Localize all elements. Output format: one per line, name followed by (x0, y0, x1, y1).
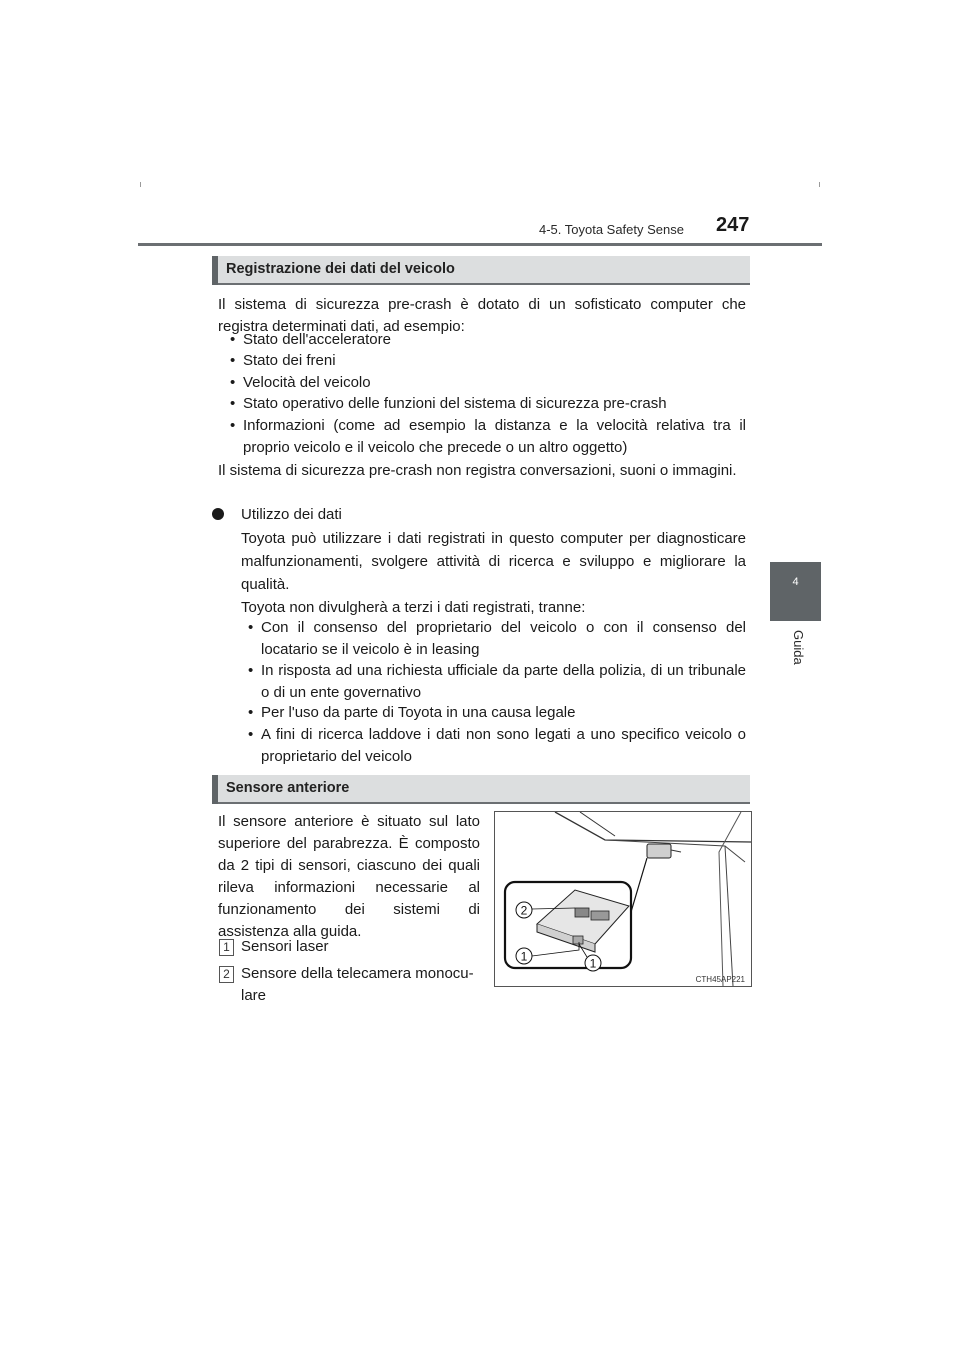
section-heading-bar (212, 256, 218, 285)
bullet-dot: • (248, 704, 254, 721)
use-paragraph: Toyota può utilizzare i dati registrati in questo computer per diagnosticare malfunzionamenti, svolgere attività di ricerca e sviluppo e migliorare la qualità. (241, 530, 746, 593)
list-item (230, 415, 746, 459)
list-item-text: Stato operativo delle funzioni del sistema di sicurezza pre-crash (243, 395, 667, 412)
page-number: 247 (716, 214, 750, 236)
callout-leader (631, 858, 647, 912)
list-item (248, 617, 746, 661)
section-heading-bar (212, 775, 218, 804)
intro-paragraph: Il sistema di sicurezza pre-crash è dotato di un sofisticato computer che registra determinati dati, ad esempio: (218, 296, 746, 335)
list-item-text: Stato dei freni (243, 352, 336, 369)
windshield-edge (555, 812, 751, 842)
callout-number: 2 (520, 903, 528, 918)
bullet-dot: • (230, 352, 236, 369)
callout-number: 1 (589, 956, 597, 971)
sensor-diagram-svg (495, 812, 751, 986)
chapter-tab (770, 562, 821, 621)
callout-number: 1 (520, 949, 528, 964)
legend-label: Sensore della telecamera monocu-lare (241, 965, 474, 1004)
pillar-line (725, 846, 733, 986)
crop-mark-right (819, 182, 820, 187)
no-record-paragraph: Il sistema di sicurezza pre-crash non registra conversazioni, suoni o immagini. (218, 462, 737, 479)
list-item (248, 702, 746, 724)
section-heading-text: Registrazione dei dati del veicolo (226, 261, 455, 277)
a-pillar (719, 812, 741, 986)
disclose-intro: Toyota non divulgherà a terzi i dati registrati, tranne: (241, 599, 586, 616)
chapter-number: 4 (792, 576, 799, 588)
bullet-dot: • (230, 331, 236, 348)
bullet-dot: • (248, 662, 254, 679)
figure-code: CTH45AP221 (695, 975, 745, 984)
list-item-text: Con il consenso del proprietario del veicolo o con il consenso del locatario se il veicolo è in leasing (261, 619, 746, 658)
section-heading-text: Sensore anteriore (226, 780, 350, 796)
front-sensor-illustration (494, 811, 752, 987)
bullet-dot: • (230, 417, 236, 434)
list-item (248, 724, 746, 768)
list-item (230, 329, 746, 351)
bullet-circle-icon (212, 508, 224, 520)
crop-mark-left (140, 182, 141, 187)
running-header-section: 4-5. Toyota Safety Sense (538, 222, 684, 237)
list-item (230, 372, 746, 394)
legend-number-box: 1 (219, 939, 234, 956)
laser-sensor (573, 936, 583, 944)
list-item (248, 660, 746, 704)
list-item-text: Informazioni (come ad esempio la distanza e la velocità relativa tra il proprio veicolo e il veicolo che precede o un altro oggetto) (243, 417, 746, 456)
list-item (230, 350, 746, 372)
list-item-text: A fini di ricerca laddove i dati non sono legati a uno specifico veicolo o proprietario del veicolo (261, 726, 746, 765)
front-sensor-paragraph: Il sensore anteriore è situato sul lato superiore del parabrezza. È composto da 2 tipi di sensori, ciascuno dei quali rileva informazioni necessarie al funzionamento dei sistemi di assistenza alla guida. (218, 813, 480, 940)
list-item-text: Velocità del veicolo (243, 374, 371, 391)
camera-body (591, 911, 609, 920)
list-item-text: Per l'uso da parte di Toyota in una causa legale (261, 704, 576, 721)
bullet-dot: • (248, 726, 254, 743)
legend-number-box: 2 (219, 966, 234, 983)
mirror-mount (671, 850, 681, 852)
section-heading-front-sensor (212, 775, 750, 804)
bullet-dot: • (230, 395, 236, 412)
use-heading: Utilizzo dei dati (241, 506, 342, 523)
chapter-name: Guida (791, 630, 806, 665)
section-heading-data-recording (212, 256, 750, 285)
sensor-unit-small (647, 844, 671, 858)
roof-line (580, 812, 615, 836)
camera-lens (575, 908, 589, 917)
header-rule (138, 243, 822, 246)
legend-label: Sensori laser (241, 938, 329, 955)
list-item-text: In risposta ad una richiesta ufficiale da parte della polizia, di un tribunale o di un ente governativo (261, 662, 746, 701)
bullet-dot: • (230, 374, 236, 391)
list-item-text: Stato dell'acceleratore (243, 331, 391, 348)
list-item (230, 393, 746, 415)
bullet-dot: • (248, 619, 254, 636)
